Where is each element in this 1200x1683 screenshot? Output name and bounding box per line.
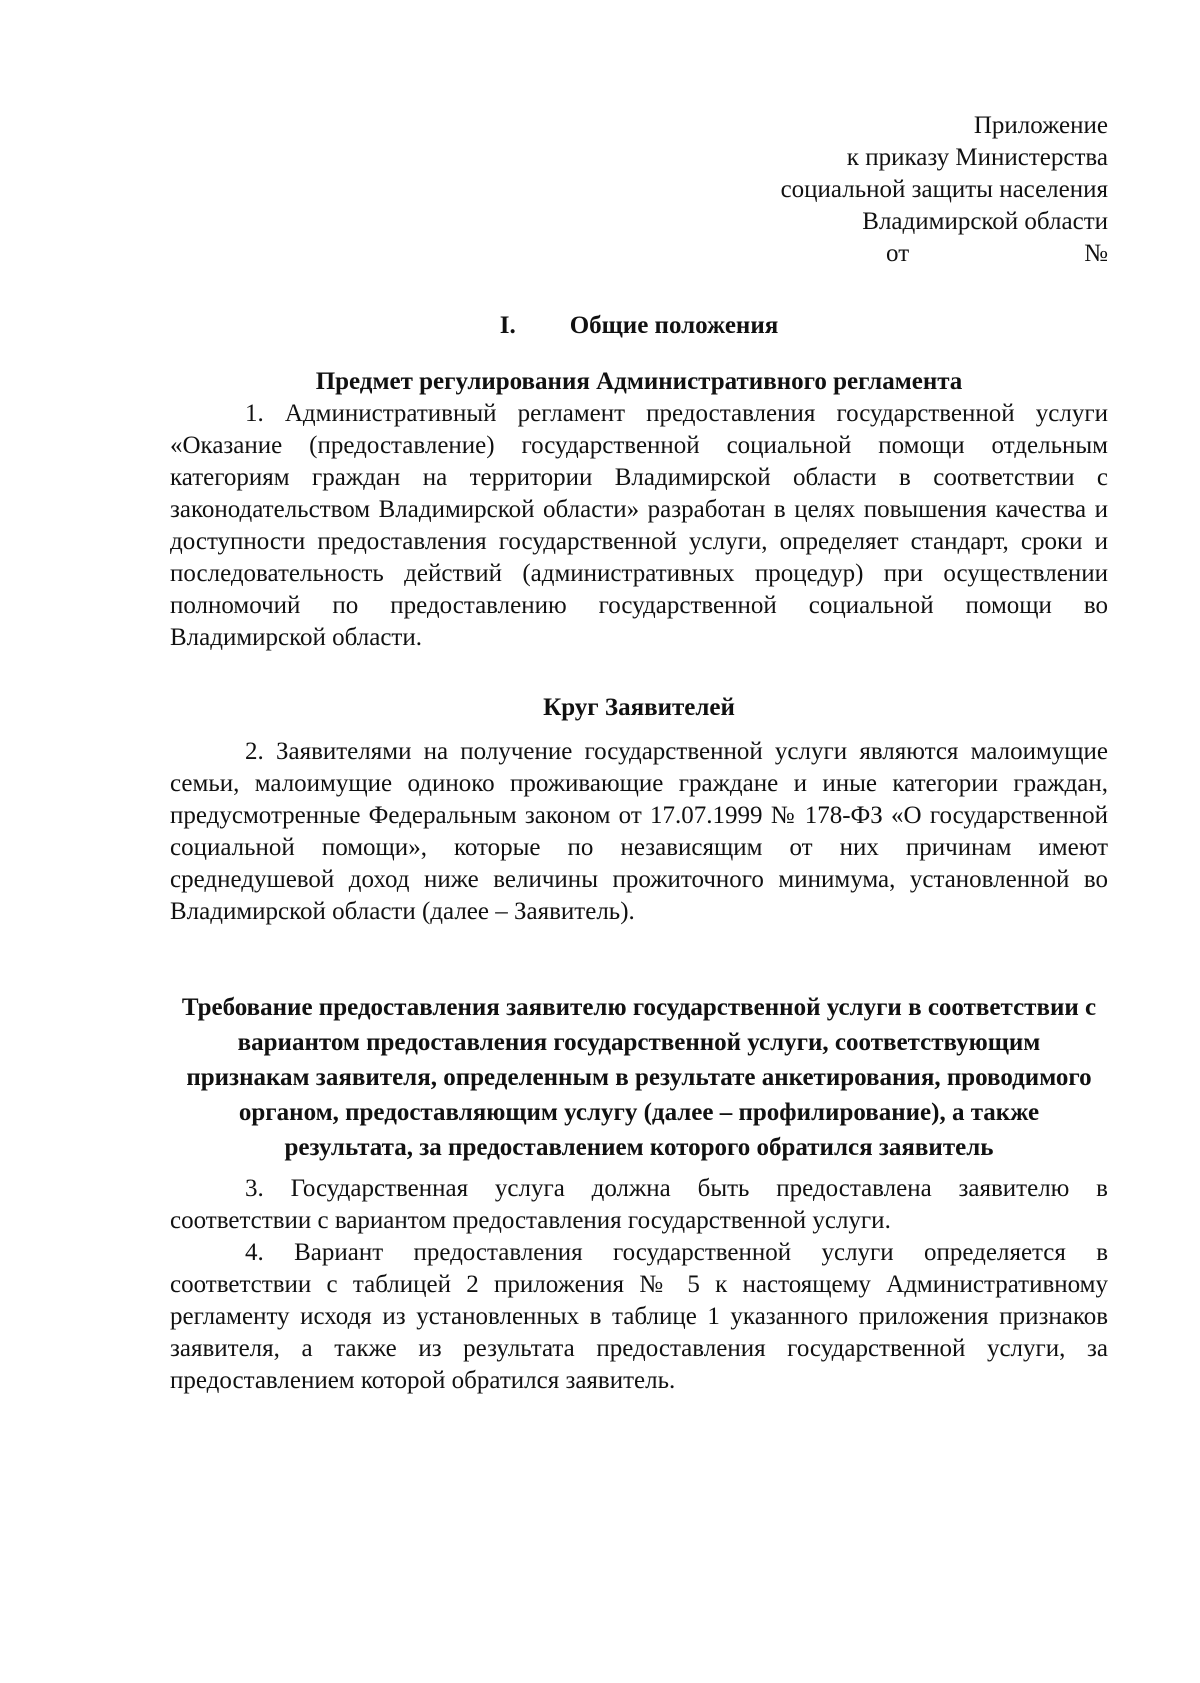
appendix-number-label: № xyxy=(1084,240,1108,267)
appendix-date-number-line xyxy=(170,238,1108,270)
appendix-line-4: Владимирской области xyxy=(862,208,1108,235)
appendix-block xyxy=(170,110,1108,270)
requirement-heading: Требование предоставления заявителю государственной услуги в соответствии с вариантом предоставления государственной услуги, соответствующим признакам заявителя, определенным в результате анкетирования, проводимого органом, предоставляющим услугу (далее – профилирование), а также результата, за предоставлением которого обратился заявитель xyxy=(181,994,1097,1161)
paragraph-2: 2. Заявителями на получение государственной услуги являются малоимущие семьи, малоимущие одиноко проживающие граждане и иные категории граждан, предусмотренные Федеральным законом от 17.07.1999 № 178-ФЗ «О государственной социальной помощи», которые по независящим от них причинам имеют среднедушевой доход ниже величины прожиточного минимума, установленной во Владимирской области (далее – Заявитель). xyxy=(170,738,1108,925)
paragraph-3: 3. Государственная услуга должна быть предоставлена заявителю в соответствии с вариантом предоставления государственной услуги. xyxy=(170,1175,1108,1234)
appendix-line-3: социальной защиты населения xyxy=(780,176,1108,203)
appendix-line-2: к приказу Министерства xyxy=(846,144,1108,171)
subject-heading: Предмет регулирования Административного регламента xyxy=(315,368,963,395)
appendix-from-label: от xyxy=(886,240,910,267)
paragraph-1: 1. Административный регламент предоставления государственной услуги «Оказание (предоставление) государственной социальной помощи отдельным категориям граждан на территории Владимирской области в соответствии с законодательством Владимирской области» разработан в целях повышения качества и доступности предоставления государственной услуги, определяет стандарт, сроки и последовательность действий (административных процедур) при осуществлении полномочий по предоставлению государственной социальной помощи во Владимирской области. xyxy=(170,400,1108,651)
applicants-heading: Круг Заявителей xyxy=(543,694,735,721)
section-title-text: Общие положения xyxy=(569,312,779,339)
section-title xyxy=(170,310,1108,342)
section-number: I. xyxy=(499,312,516,339)
paragraph-4: 4. Вариант предоставления государственной услуги определяется в соответствии с таблицей 2 приложения № 5 к настоящему Административному регламенту исходя из установленных в таблице 1 указанного приложения признаков заявителя, а также из результата предоставления государственной услуги, за предоставлением которой обратился заявитель. xyxy=(170,1239,1108,1394)
appendix-line-1: Приложение xyxy=(973,112,1108,139)
document-page xyxy=(170,110,1108,1397)
